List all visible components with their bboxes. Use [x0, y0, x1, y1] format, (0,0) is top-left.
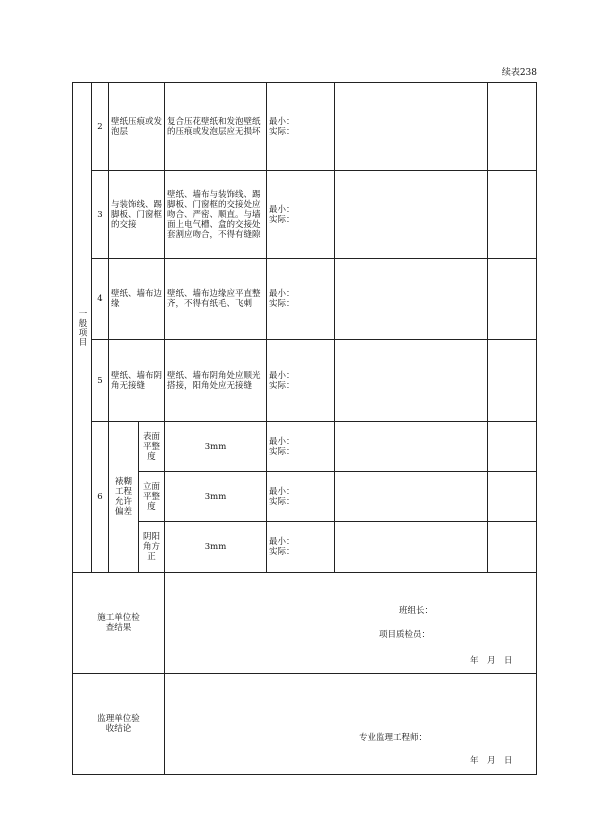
measure-cell [267, 83, 335, 171]
engineer-label: 专业监理工程师： [359, 733, 428, 743]
inspector-label: 项目质检员： [379, 630, 431, 640]
construction-date: 年 月 日 [470, 656, 513, 666]
supervision-date: 年 月 日 [470, 756, 513, 766]
tolerance-value-cell [165, 422, 267, 472]
min-label: 最小： [269, 370, 295, 381]
tolerance-item-name: 立面平整度 [142, 481, 160, 512]
group-label: 一般项目 [77, 308, 87, 347]
row-no-cell [92, 171, 109, 259]
row-no-cell [92, 340, 109, 422]
measure-cell [267, 522, 335, 573]
item-name: 壁纸、墙布阴角无接缝 [111, 370, 163, 391]
record-cell[interactable] [335, 522, 488, 573]
measure-cell [267, 259, 335, 340]
tolerance-item-cell [139, 422, 165, 472]
result-cell[interactable] [488, 522, 536, 573]
tolerance-value-cell [165, 522, 267, 573]
tolerance-item-cell [139, 472, 165, 522]
actual-label: 实际： [269, 214, 295, 225]
result-cell[interactable] [488, 259, 536, 340]
tolerance-label-cell [109, 422, 139, 573]
tolerance-value: 3mm [204, 441, 227, 452]
actual-label: 实际： [269, 446, 295, 457]
row-no: 2 [97, 121, 103, 132]
actual-label: 实际： [269, 547, 295, 557]
record-cell[interactable] [335, 259, 488, 340]
tolerance-value-cell [165, 472, 267, 522]
min-label: 最小： [269, 486, 295, 497]
result-cell[interactable] [488, 171, 536, 259]
min-label: 最小： [269, 116, 295, 127]
item-cell [109, 340, 165, 422]
construction-label-cell [73, 573, 165, 674]
record-cell[interactable] [335, 83, 488, 171]
row-no: 6 [97, 492, 103, 502]
row-no: 3 [97, 209, 103, 220]
requirement-cell [165, 171, 267, 259]
supervision-label-cell [73, 674, 165, 774]
requirement-cell [165, 340, 267, 422]
construction-sign-cell[interactable] [165, 573, 536, 674]
min-label: 最小： [269, 204, 295, 215]
supervision-label: 监理单位验收结论 [97, 714, 140, 734]
requirement-text: 壁纸、墙布与装饰线、踢脚板、门窗框的交接处应吻合、严密、顺直。与墙面上电气槽、盒的交接处套割应吻合，不得有缝隙 [167, 189, 261, 240]
construction-label: 施工单位检查结果 [97, 613, 140, 633]
item-cell [109, 171, 165, 259]
actual-label: 实际： [269, 126, 295, 137]
record-cell[interactable] [335, 340, 488, 422]
row-no-cell [92, 422, 109, 573]
item-cell [109, 259, 165, 340]
requirement-text: 壁纸、墙布阴角处应顺光搭接，阳角处应无接缝 [167, 370, 261, 391]
tolerance-item-name: 阴阳角方正 [142, 532, 160, 562]
result-cell[interactable] [488, 83, 536, 171]
requirement-text: 复合压花壁纸和发泡壁纸的压痕或发泡层应无损坏 [167, 116, 261, 137]
team-leader-label: 班组长： [399, 606, 434, 616]
item-cell [109, 83, 165, 171]
record-cell[interactable] [335, 422, 488, 472]
item-name: 壁纸、墙布边缘 [111, 289, 163, 309]
min-label: 最小： [269, 537, 295, 547]
tolerance-item-name: 表面平整度 [142, 431, 160, 462]
requirement-text: 壁纸、墙布边缘应平直整齐，不得有纸毛、飞刺 [167, 289, 261, 309]
tolerance-label: 裱糊工程允许偏差 [115, 477, 133, 517]
tolerance-value: 3mm [204, 542, 227, 552]
group-label-cell [73, 83, 92, 573]
measure-cell [267, 422, 335, 472]
result-cell[interactable] [488, 422, 536, 472]
result-cell[interactable] [488, 472, 536, 522]
actual-label: 实际： [269, 496, 295, 507]
measure-cell [267, 472, 335, 522]
item-name: 壁纸压痕或发泡层 [111, 116, 163, 137]
supervision-sign-cell[interactable] [165, 674, 536, 774]
tolerance-value: 3mm [204, 491, 227, 502]
tolerance-item-cell [139, 522, 165, 573]
record-cell[interactable] [335, 472, 488, 522]
row-no: 5 [97, 375, 103, 386]
item-name: 与装饰线、踢脚板、门窗框的交接 [111, 199, 163, 230]
measure-cell [267, 340, 335, 422]
row-no: 4 [97, 294, 103, 304]
result-cell[interactable] [488, 340, 536, 422]
table-caption: 续表238 [501, 68, 537, 78]
actual-label: 实际： [269, 380, 295, 391]
requirement-cell [165, 259, 267, 340]
actual-label: 实际： [269, 299, 295, 309]
measure-cell [267, 171, 335, 259]
min-label: 最小： [269, 289, 295, 299]
requirement-cell [165, 83, 267, 171]
record-cell[interactable] [335, 171, 488, 259]
min-label: 最小： [269, 436, 295, 447]
row-no-cell [92, 83, 109, 171]
inspection-table [72, 82, 537, 775]
row-no-cell [92, 259, 109, 340]
